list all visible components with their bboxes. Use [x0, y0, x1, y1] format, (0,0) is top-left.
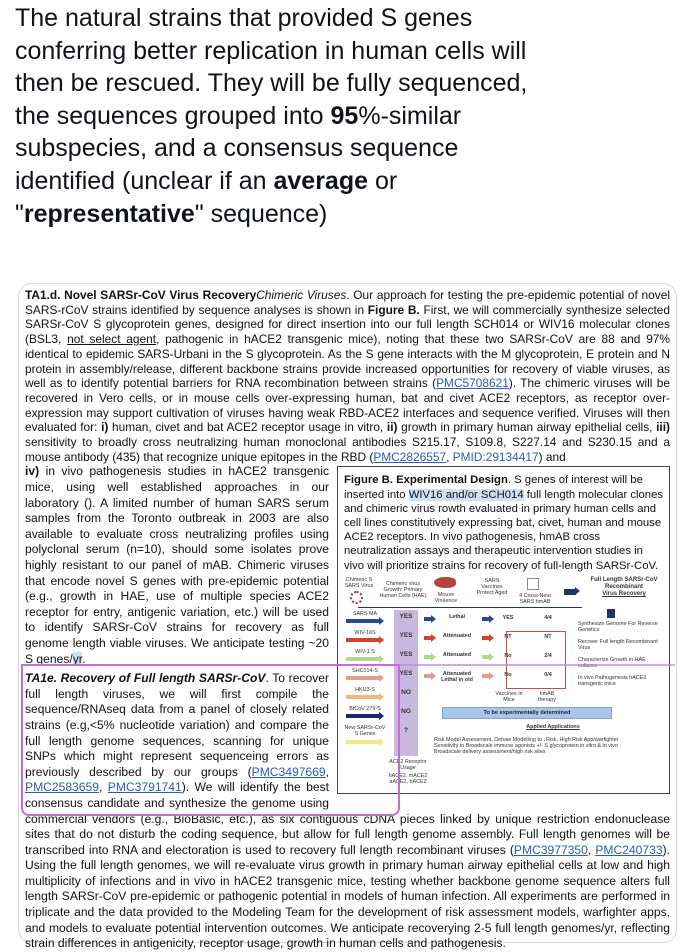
- step: Synthesize Genome For Reverse Genetics: [578, 620, 658, 633]
- underlined-text: not select agent: [67, 332, 157, 347]
- text: , pathogenic in hACE2 transgenic mice), noting that these two SARSr-CoV are 88 and 97% identical to epidemic SARS-Urbani in the S glycoprotein. As the S gene interacts with the M glycoprotein, E protein and N protein in assembly/release, different backbone strains provide increased opportunities for recovery of viable viruses, as well as to identify potential barriers for RNA recombination between strains (: [25, 332, 670, 391]
- determined-arrow: To be experimentally determined: [442, 707, 612, 719]
- strain-label: BtCoV 279-S: [349, 705, 381, 712]
- strain-arrow-icon: [346, 714, 380, 718]
- text: in vivo pathogenesis studies in hACE2 transgenic mice, using well established approaches in our laboratory (). A limited number of human SARS serum samples from the Toronto outbreak in 2003 are also available to evaluate cross neutralizing profiles using polyclonal serum (n=10), should some isolates prove highly resistant to our panel of mAB. Chimeric viruses that encode novel S genes with pre-epidemic potential (e.g., growth in HAE, use of multiple species ACE2 receptor for entry, antigenic variation, etc.) will be used to identify SARSr-CoV strains for recovery as full genome length viable viruses. We anticipate testing ~20 S genes/: [25, 464, 329, 666]
- list-marker: iii): [656, 420, 670, 435]
- hmab-result: NT: [544, 633, 552, 640]
- arrow-icon: [424, 674, 432, 678]
- text: ,: [446, 449, 453, 464]
- pmc-link[interactable]: PMC5708621: [436, 376, 509, 391]
- header-mouse: Mouse Virulence: [434, 591, 458, 604]
- vaccines-in-mice: Vaccines in Mice: [495, 690, 523, 703]
- text: ). The chimeric viruses will be recovered in Vero cells, or in mouse cells over-expressing human, bat and civet ACE2 receptors, as receptor over-expression may support cultivation of viruses having weak RBD-ACE2 interfaces and sequence verified. Viruses will then evaluated for:: [25, 376, 670, 435]
- vaccine-result: YES: [502, 614, 514, 621]
- hmab-therapy: hmAB therapy: [538, 690, 556, 703]
- arrow-icon: [424, 617, 432, 621]
- arrow-icon: [482, 674, 490, 678]
- figure-title: Figure B. Experimental Design: [344, 474, 508, 487]
- virus-icon: [350, 591, 363, 604]
- growth-result: NO: [401, 688, 411, 696]
- growth-result: ?: [404, 726, 408, 734]
- application-item: Sensitivity to Broadscale immune agonists +/- S glycoprotein in vitro & in vivo: [434, 742, 618, 749]
- strain-arrow-icon: [346, 676, 380, 680]
- pmc-link[interactable]: PMC240733: [595, 842, 663, 857]
- hmab-result: 4/4: [544, 614, 552, 621]
- subheading: Chimeric Viruses: [256, 288, 347, 302]
- text: . Our approach for testing the pre-epidemic potential of novel SARS-rCoV strains identified by sequence analyses is shown in: [25, 288, 670, 317]
- tweet-text: [15, 2, 685, 230]
- text: human, civet and bat ACE2 receptor usage in vitro,: [108, 420, 387, 435]
- tweet-text-span: the sequences grouped into: [15, 101, 331, 130]
- tweet-text-span: " sequence): [194, 199, 328, 228]
- text: First, we will commercially synthesize selected SARSr-CoV S glycoprotein genes, designed for direct insertion into our full length SCH014 or WIV16 molecular clones (BSL3,: [25, 302, 671, 347]
- tweet-line: subspecies, and a consensus sequence: [15, 134, 459, 163]
- pmc-link[interactable]: PMC3497669: [251, 764, 326, 779]
- text: ). Using the full length genomes, we will re-evaluate virus growth in primary human airway epithelial cells at low and high multiplicity of infections and in vivo in hACE2 transgenic mice, testing whether backbone genome sequence alters full length SARSr-CoV pre-epidemic or pathogenic potential in models of human infection. All experiments are performed in triplicate and the data provided to the Modeling Team for the development of risk assessment models, warfighter apps, and models to evaluate potential intervention outcomes. We anticipate recoverying 2-5 full length genomes/yr, reflecting strain differences in antigenicity, receptor usage, growth in human cells and pathogenesis.: [25, 842, 670, 951]
- pmc-link[interactable]: PMC3791741: [107, 780, 182, 795]
- pmid-link[interactable]: PMID:29134417: [452, 449, 539, 464]
- highlight-box: [506, 631, 566, 689]
- text: . To recover full length viruses, we will first compile the sequence/RNAseq data from a panel of closely related strains (e.g,<5% nucleotide variation) and compare the full length genome sequences, scanning for unique SNPs which might represent sequenceing errors as previously described by our groups (: [25, 671, 329, 779]
- growth-result: YES: [399, 669, 413, 677]
- receptor-usage: ACE2 Receptor Usage: [389, 758, 427, 771]
- receptor-species: hACE2, mACE2 aACE2, bACE2: [388, 772, 428, 785]
- highlighted-text: yr: [72, 651, 83, 666]
- tweet-text-span: identified (unclear if an: [15, 166, 274, 195]
- vaccine-result: No: [504, 671, 512, 678]
- header-recovery: [588, 577, 660, 598]
- text: ,: [587, 842, 596, 857]
- vaccine-result: NT: [504, 633, 512, 640]
- strain-arrow-icon: [346, 657, 380, 661]
- arrow-icon: [424, 636, 432, 640]
- tweet-text-span: or: [368, 166, 398, 195]
- strain-label: HKU3-S: [355, 686, 375, 693]
- tweet-text-span: ": [15, 199, 24, 228]
- strain-arrow-icon: [346, 695, 380, 699]
- application-item: Risk Model Assessment, Defuse Modelling to ↓Risk, High Risk App/warfighter: [434, 736, 619, 743]
- growth-result: YES: [399, 650, 413, 658]
- step: Recover Full length Recombinant Virus: [578, 638, 658, 651]
- text: . S genes of interest will be inserted into: [344, 474, 643, 501]
- pmc-link[interactable]: PMC2583659: [25, 780, 99, 795]
- pmc-link[interactable]: PMC2826557: [373, 449, 447, 464]
- figure-b: [337, 466, 670, 793]
- list-marker: ii): [386, 420, 398, 435]
- text: ,: [325, 764, 329, 779]
- virulence-result: Attenuated Lethal in old: [441, 670, 473, 683]
- strain-arrow-icon: [346, 638, 380, 642]
- tweet-line: [15, 198, 685, 231]
- text: .: [82, 651, 86, 666]
- header-growth: Chimeric virus Growth: Primary Human Cells (HAE): [379, 580, 427, 599]
- section-heading: TA1.d. Novel SARSr-CoV Virus Recovery: [25, 288, 257, 302]
- divider: [358, 607, 582, 608]
- highlighted-text: WIV16 and/or SCH014: [408, 488, 524, 501]
- text: ). We will identify the best consensus candidate and synthesize the genome using commercial vendors (e.g., BioBasic, etc.), as six contiguous cDNA pieces linked by unique restriction endonuclease sites that do not disturb the coding sequence, but allow for full length genome assembly. Full length genomes will be transcribed into RNA and electoration is used to recovery full length recombinant viruses (: [25, 780, 670, 857]
- strain-label: WIV-16S: [354, 629, 376, 636]
- header-hmab: 4 Cross-Neut SARS hmAB: [519, 592, 551, 605]
- applications-list: [434, 737, 664, 755]
- text: full length molecular clones and chimeric virus rowth evaluated in primary human cells and cell lines constitutively expressing bat, civet, human and mouse ACE2 receptors. In vivo pathogenesis, hmAB cross neutralization assays and therapeutic intervention studies in vivo will prioritize strains for recovery of full-length SARSr-CoV.: [344, 488, 664, 572]
- header-chimeric: Chimeric S SARS Virus: [344, 576, 374, 589]
- tweet-bold: 95: [330, 101, 359, 130]
- strain-label: SARS MA: [352, 610, 378, 617]
- strain-arrow-icon: [346, 619, 380, 623]
- arrow-icon: [564, 589, 576, 595]
- paragraph-ta1d: [25, 288, 670, 464]
- text: Full Length SARSr-CoV Recombinant: [590, 576, 658, 590]
- tweet-line: [15, 165, 685, 198]
- down-arrow-icon: [607, 609, 615, 618]
- tweet-bold: representative: [23, 199, 195, 228]
- arrow-icon: [424, 655, 432, 659]
- header-vaccines: SARS Vaccines Protect Aged: [476, 577, 508, 596]
- section-heading: TA1e. Recovery of Full length SARSr-CoV: [25, 671, 266, 686]
- arrow-icon: [482, 655, 490, 659]
- document-image[interactable]: [18, 283, 677, 951]
- pmc-link[interactable]: PMC3977350: [513, 842, 588, 857]
- virulence-result: Lethal: [449, 613, 465, 620]
- figure-caption: [344, 473, 663, 572]
- tweet-bold: average: [273, 166, 369, 195]
- mouse-icon: [434, 577, 456, 588]
- strain-arrow-icon: [346, 740, 380, 744]
- text: ) and: [538, 449, 566, 464]
- strain-label: SHC014-S: [352, 667, 378, 674]
- applied-applications: Applied Applications: [526, 723, 580, 730]
- application-item: Broadscale delivery assessment/high risk sites: [434, 748, 546, 755]
- text: Virus Recovery: [602, 590, 646, 597]
- tweet-line: The natural strains that provided S genes: [15, 4, 473, 32]
- step: In vivo Pathogenesis hACE2 transgenic mice: [578, 674, 647, 687]
- growth-result: YES: [399, 631, 413, 639]
- experimental-design-diagram: [342, 577, 665, 789]
- antibody-icon: [527, 578, 539, 590]
- growth-result: NO: [401, 707, 411, 715]
- tweet-line: then be rescued. They will be fully sequenced,: [15, 69, 528, 98]
- virulence-result: Attenuated: [442, 632, 472, 639]
- hmab-result: 2/4: [544, 652, 552, 659]
- tweet-text-span: %-similar: [358, 101, 462, 130]
- text: sensitivity to broadly cross neutralizing human monoclonal antibodies S215.17, S109.8, S227.14 and S230.15 and a mouse antibody (435) that recognize unique epitopes in the RBD (: [25, 435, 670, 464]
- strain-label: WIV-1 S: [355, 648, 375, 655]
- vaccine-result: No: [504, 652, 512, 659]
- step: Characterize Growth in HAE: [578, 656, 646, 663]
- figure-ref: Figure B.: [367, 302, 420, 317]
- text: growth in primary human airway epithelial cells,: [397, 420, 657, 435]
- arrow-icon: [482, 636, 490, 640]
- list-marker: iv): [25, 464, 40, 479]
- virulence-result: Attenuated: [442, 651, 472, 658]
- list-marker: i): [101, 420, 109, 435]
- hmab-result: 0/4: [544, 671, 552, 678]
- annotation-line: [399, 664, 675, 666]
- growth-result: YES: [399, 612, 413, 620]
- strain-label: New SARSr-CoV S Genes: [344, 724, 386, 737]
- text: ,: [98, 780, 108, 795]
- tweet-line: conferring better replication in human cells will: [15, 36, 527, 65]
- arrow-icon: [482, 617, 490, 621]
- tweet-line: [15, 100, 685, 133]
